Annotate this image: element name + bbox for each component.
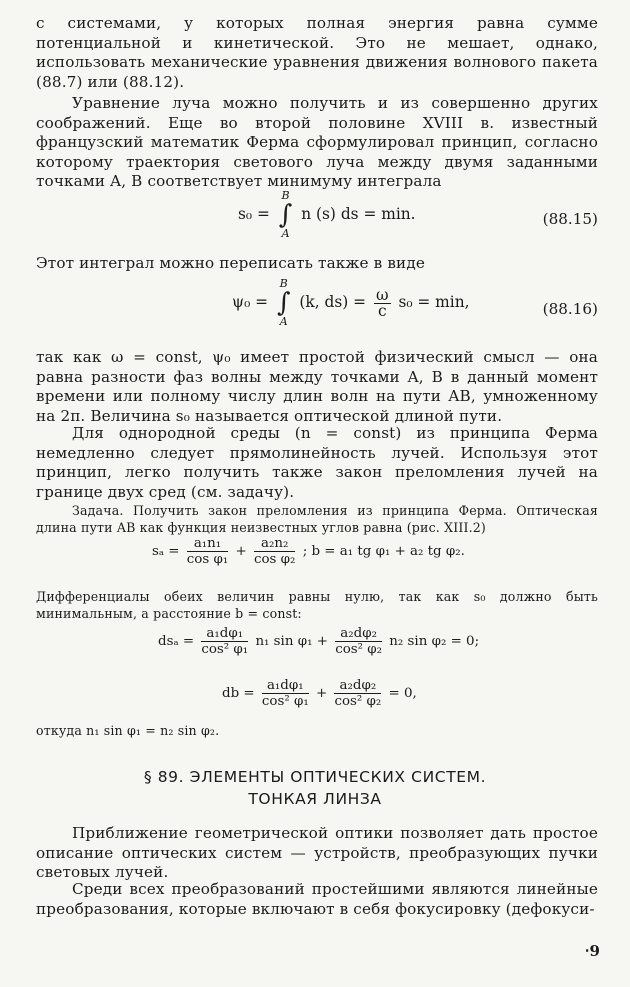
eq5-rest: = 0, — [388, 686, 417, 701]
fraction-2 — [335, 626, 382, 657]
equation-db — [222, 678, 417, 709]
paragraph-differentials: Дифференциалы обеих величин равны нулю, так как s₀ должно быть минимальным, а расстояние b = const: — [36, 589, 598, 622]
paragraph-fermat: Уравнение луча можно получить и из совершенно других соображений. Еще во второй половине XVIII в. известный французский математик Ферма сформулировал принцип, согласно которому траектория светового луча между двумя заданными точками A, B соответствует минимуму интеграла — [36, 94, 598, 191]
integral-sign: B ∫ A — [278, 189, 293, 240]
eq4-rest: n₂ sin φ₂ = 0; — [389, 634, 480, 649]
paragraph-approximation: Приближение геометрической оптики позволяет дать простое описание оптических систем — устройств, преобразующих пучки световых лучей. — [36, 824, 598, 882]
equation-number-88-15: (88.15) — [542, 210, 598, 228]
fraction-numerator: a₁n₁ — [187, 536, 228, 552]
paragraph-top: с системами, у которых полная энергия равна сумме потенциальной и кинетической. Это не мешает, однако, использовать механические уравнения движения волнового пакета (88.7) или (88.12). — [36, 14, 598, 91]
eq4-lhs: dsₐ = — [158, 634, 195, 649]
fraction-2 — [334, 678, 381, 709]
integral-upper-limit: B — [281, 189, 290, 202]
plus-sign: + — [235, 544, 247, 559]
section-heading-line-2: ТОНКАЯ ЛИНЗА — [248, 790, 382, 808]
equation-path-length — [152, 536, 465, 567]
fraction-numerator: a₂n₂ — [254, 536, 295, 552]
fraction-denominator: cos φ₂ — [253, 552, 296, 567]
fraction-1 — [201, 626, 248, 657]
eq3-rest: ; b = a₁ tg φ₁ + a₂ tg φ₂. — [302, 544, 465, 559]
equation-number-88-16: (88.16) — [542, 300, 598, 318]
equation-88-16 — [232, 278, 470, 328]
fraction-numerator: a₂dφ₂ — [334, 678, 381, 694]
fraction-numerator: ω — [375, 285, 389, 304]
paragraph-rewrite: Этот интеграл можно переписать также в виде — [36, 254, 425, 272]
paragraph-since: так как ω = const, ψ₀ имеет простой физический смысл — она равна разности фаз волны между точками A, B в данный момент времени или полному числу длин волн на пути AB, умноженному на 2π. Величина s₀ называется оптической длиной пути. — [36, 348, 598, 425]
integral-lower-limit: A — [279, 315, 288, 328]
integral-upper-limit: B — [279, 277, 288, 290]
integral-lower-limit: A — [281, 227, 290, 240]
eq2-body1: (k, ds) = — [299, 293, 367, 311]
section-heading-line-1: § 89. ЭЛЕМЕНТЫ ОПТИЧЕСКИХ СИСТЕМ. — [143, 768, 487, 786]
eq1-body: n (s) ds = min. — [301, 205, 416, 223]
fraction-denominator: cos² φ₂ — [334, 694, 382, 709]
eq5-lhs: db = — [222, 686, 255, 701]
fraction-numerator: a₁dφ₁ — [262, 678, 309, 694]
equation-ds — [158, 626, 479, 657]
fraction-denominator: c — [377, 301, 387, 320]
fraction-denominator: cos² φ₂ — [335, 642, 383, 657]
paragraph-among: Среди всех преобразований простейшими являются линейные преобразования, которые включают в себя фокусировку (дефокуси- — [36, 880, 598, 918]
omega-over-c-fraction — [374, 285, 391, 320]
paragraph-homogeneous: Для однородной среды (n = const) из принципа Ферма немедленно следует прямолинейность лучей. Используя этот принцип, легко получить также закон преломления лучей на границе двух сред (см. задачу). — [36, 424, 598, 501]
eq3-lhs: sₐ = — [152, 544, 180, 559]
eq2-lhs: ψ₀ = — [232, 293, 269, 311]
fraction-denominator: cos² φ₁ — [201, 642, 249, 657]
eq2-body2: s₀ = min, — [398, 293, 470, 311]
fraction-1 — [262, 678, 309, 709]
fraction-denominator: cos² φ₁ — [261, 694, 309, 709]
eq1-lhs: s₀ = — [238, 205, 270, 223]
fraction-numerator: a₁dφ₁ — [201, 626, 248, 642]
eq4-mid: n₁ sin φ₁ + — [255, 634, 328, 649]
fraction-numerator: a₂dφ₂ — [335, 626, 382, 642]
integral-sign: B ∫ A — [276, 277, 291, 328]
equation-88-15 — [238, 190, 416, 240]
fraction-denominator: cos φ₁ — [186, 552, 229, 567]
paragraph-whence: откуда n₁ sin φ₁ = n₂ sin φ₂. — [36, 723, 220, 738]
fraction-1 — [187, 536, 228, 567]
page-number: ‧9 — [584, 942, 600, 960]
task-statement: Задача. Получить закон преломления из принципа Ферма. Оптическая длина пути AB как функция неизвестных углов равна (рис. XIII.2) — [36, 503, 598, 536]
plus-sign: + — [315, 686, 328, 701]
fraction-2 — [254, 536, 295, 567]
